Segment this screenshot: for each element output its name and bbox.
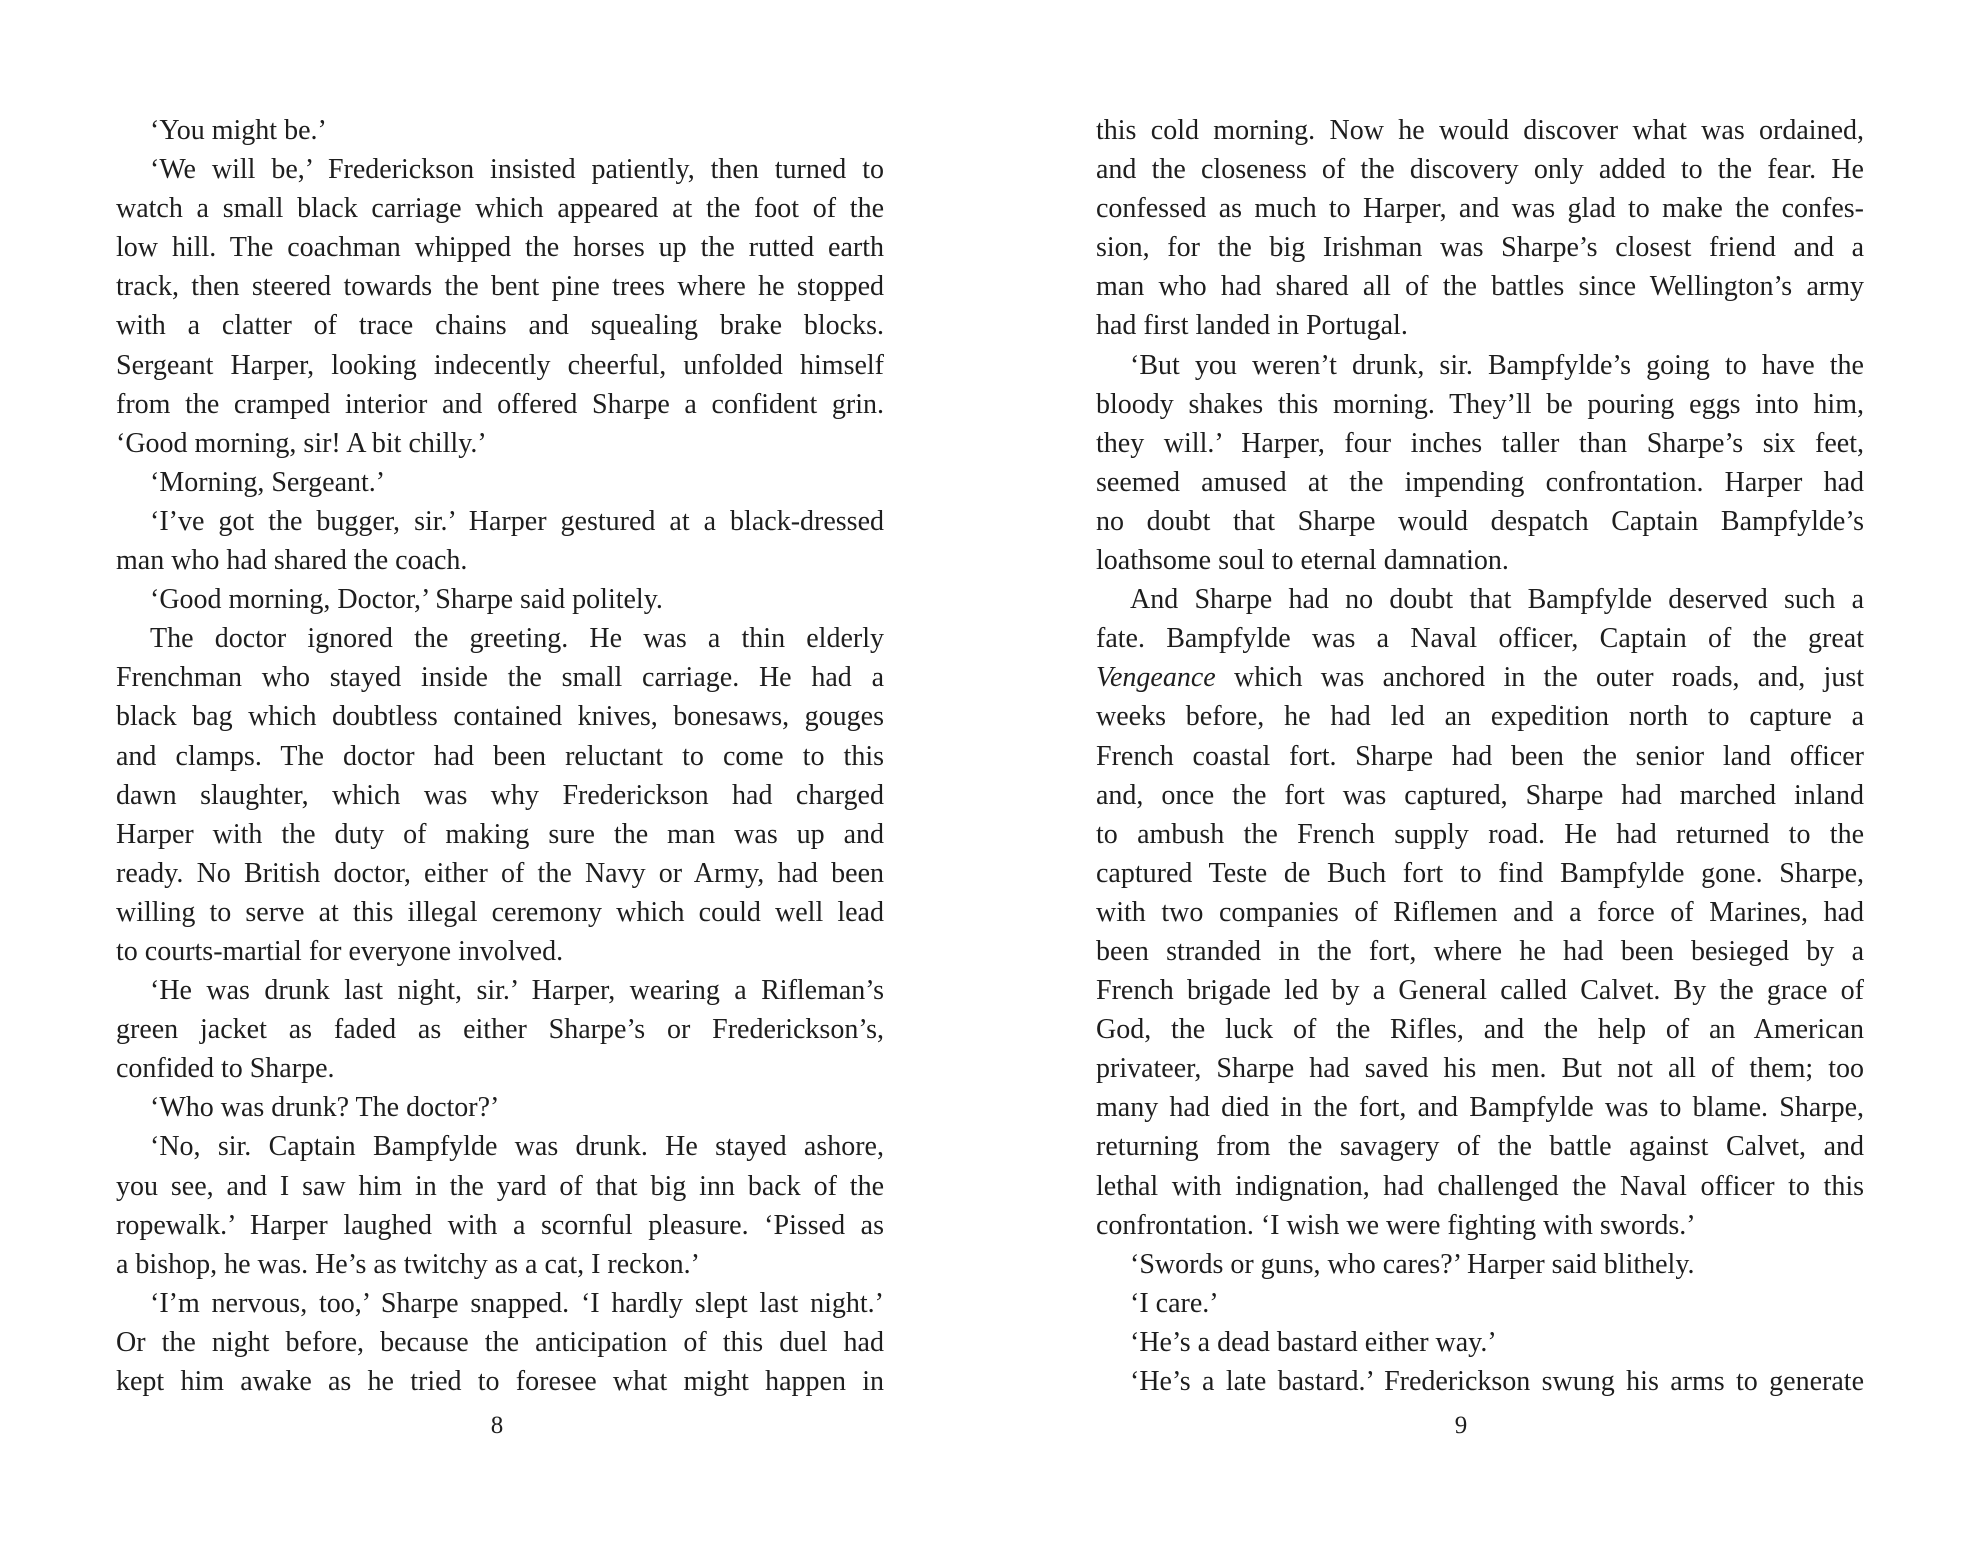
text-line: from the cramped interior and offered Sharpe a confident grin.	[116, 388, 884, 420]
text-line: ‘You might be.’	[150, 115, 327, 146]
text-line: had first landed in Portugal.	[1096, 310, 1408, 342]
text-line: ‘Who was drunk? The doctor?’	[150, 1092, 500, 1124]
text-line: captured Teste de Buch fort to find Bampfylde gone. Sharpe,	[1096, 857, 1864, 889]
text-line: to courts-martial for everyone involved.	[116, 935, 564, 967]
left-page-text	[116, 111, 884, 1401]
text-line: bloody shakes this morning. They’ll be pouring eggs into him,	[1096, 388, 1864, 420]
text-line: Sergeant Harper, looking indecently cheerful, unfolded himself	[116, 349, 884, 381]
text-line: seemed amused at the impending confrontation. Harper had	[1096, 466, 1864, 498]
text-line: ‘No, sir. Captain Bampfylde was drunk. He stayed ashore,	[150, 1131, 884, 1163]
text-line: returning from the savagery of the battle against Calvet, and	[1096, 1131, 1864, 1163]
text-line: kept him awake as he tried to foresee what might happen in	[116, 1366, 884, 1397]
text-line: track, then steered towards the bent pine trees where he stopped	[116, 271, 884, 303]
right-page-text	[1096, 111, 1864, 1401]
text-line: ‘He’s a late bastard.’ Frederickson swung his arms to generate	[1130, 1366, 1864, 1397]
text-line: The doctor ignored the greeting. He was a thin elderly	[150, 623, 884, 655]
text-line: with a clatter of trace chains and squealing brake blocks.	[116, 310, 884, 342]
text-line: ‘I’ve got the bugger, sir.’ Harper gestured at a black-dressed	[150, 505, 884, 537]
text-line: man who had shared all of the battles since Wellington’s army	[1096, 271, 1864, 303]
text-line: weeks before, he had led an expedition north to capture a	[1096, 701, 1864, 733]
text-line: with two companies of Riflemen and a force of Marines, had	[1096, 896, 1864, 928]
text-line: ‘He was drunk last night, sir.’ Harper, wearing a Rifleman’s	[150, 975, 884, 1007]
text-line: confessed as much to Harper, and was glad to make the confes-	[1096, 193, 1864, 225]
text-line: ‘Swords or guns, who cares?’ Harper said blithely.	[1130, 1248, 1695, 1280]
text-line: you see, and I saw him in the yard of that big inn back of the	[116, 1170, 884, 1202]
text-line: dawn slaughter, which was why Frederickson had charged	[116, 779, 884, 811]
text-line: a bishop, he was. He’s as twitchy as a cat, I reckon.’	[116, 1248, 700, 1280]
text-line: ‘Good morning, Doctor,’ Sharpe said politely.	[150, 584, 663, 616]
text-line: sion, for the big Irishman was Sharpe’s closest friend and a	[1096, 232, 1864, 264]
text-line: black bag which doubtless contained knives, bonesaws, gouges	[116, 701, 884, 733]
text-line: And Sharpe had no doubt that Bampfylde deserved such a	[1130, 584, 1864, 616]
text-line: Or the night before, because the anticipation of this duel had	[116, 1326, 884, 1358]
text-line: privateer, Sharpe had saved his men. But not all of them; too	[1096, 1053, 1864, 1085]
text-line: lethal with indignation, had challenged the Naval officer to this	[1096, 1170, 1864, 1202]
text-line: watch a small black carriage which appeared at the foot of the	[116, 193, 884, 225]
text-line: confided to Sharpe.	[116, 1053, 335, 1085]
text-line: green jacket as faded as either Sharpe’s or Frederickson’s,	[116, 1014, 884, 1046]
text-line: ‘I care.’	[1130, 1287, 1219, 1319]
text-line: been stranded in the fort, where he had been besieged by a	[1096, 935, 1864, 967]
text-line: confrontation. ‘I wish we were fighting with swords.’	[1096, 1209, 1696, 1241]
text-line: Vengeance which was anchored in the outer roads, and, just	[1096, 662, 1864, 694]
text-line: many had died in the fort, and Bampfylde was to blame. Sharpe,	[1096, 1092, 1864, 1124]
text-line: willing to serve at this illegal ceremony which could well lead	[116, 896, 884, 928]
text-line: and, once the fort was captured, Sharpe had marched inland	[1096, 779, 1864, 811]
right-page	[983, 0, 1967, 1542]
page-number: 9	[1454, 1412, 1468, 1439]
ship-name: Vengeance	[1096, 662, 1216, 694]
text-line: to ambush the French supply road. He had returned to the	[1096, 818, 1864, 850]
text-line: ‘He’s a dead bastard either way.’	[1130, 1326, 1497, 1358]
text-line: loathsome soul to eternal damnation.	[1096, 545, 1509, 577]
text-line: ‘Morning, Sergeant.’	[150, 466, 386, 498]
text-line: Harper with the duty of making sure the man was up and	[116, 818, 884, 850]
text-line: man who had shared the coach.	[116, 545, 468, 577]
text-line: Frenchman who stayed inside the small carriage. He had a	[116, 662, 884, 694]
text-line: they will.’ Harper, four inches taller than Sharpe’s six feet,	[1096, 427, 1864, 459]
text-line: ready. No British doctor, either of the Navy or Army, had been	[116, 857, 884, 889]
text-line: no doubt that Sharpe would despatch Captain Bampfylde’s	[1096, 505, 1864, 537]
text-line: ropewalk.’ Harper laughed with a scornful pleasure. ‘Pissed as	[116, 1209, 884, 1241]
page-number: 8	[490, 1412, 504, 1439]
text-line: and clamps. The doctor had been reluctant to come to this	[116, 740, 884, 772]
text-line: God, the luck of the Rifles, and the help of an American	[1096, 1014, 1864, 1046]
left-page	[0, 0, 983, 1542]
text-line: this cold morning. Now he would discover what was ordained,	[1096, 115, 1864, 146]
text-line: low hill. The coachman whipped the horses up the rutted earth	[116, 232, 884, 264]
text-line: and the closeness of the discovery only added to the fear. He	[1096, 154, 1864, 186]
text-line: French coastal fort. Sharpe had been the senior land officer	[1096, 740, 1864, 772]
text-line: ‘I’m nervous, too,’ Sharpe snapped. ‘I hardly slept last night.’	[150, 1287, 884, 1319]
text-line: ‘Good morning, sir! A bit chilly.’	[116, 427, 487, 459]
text-line: ‘But you weren’t drunk, sir. Bampfylde’s going to have the	[1130, 349, 1864, 381]
text-line: ‘We will be,’ Frederickson insisted patiently, then turned to	[150, 154, 884, 186]
text-line: fate. Bampfylde was a Naval officer, Captain of the great	[1096, 623, 1864, 655]
text-line: French brigade led by a General called Calvet. By the grace of	[1096, 975, 1864, 1007]
